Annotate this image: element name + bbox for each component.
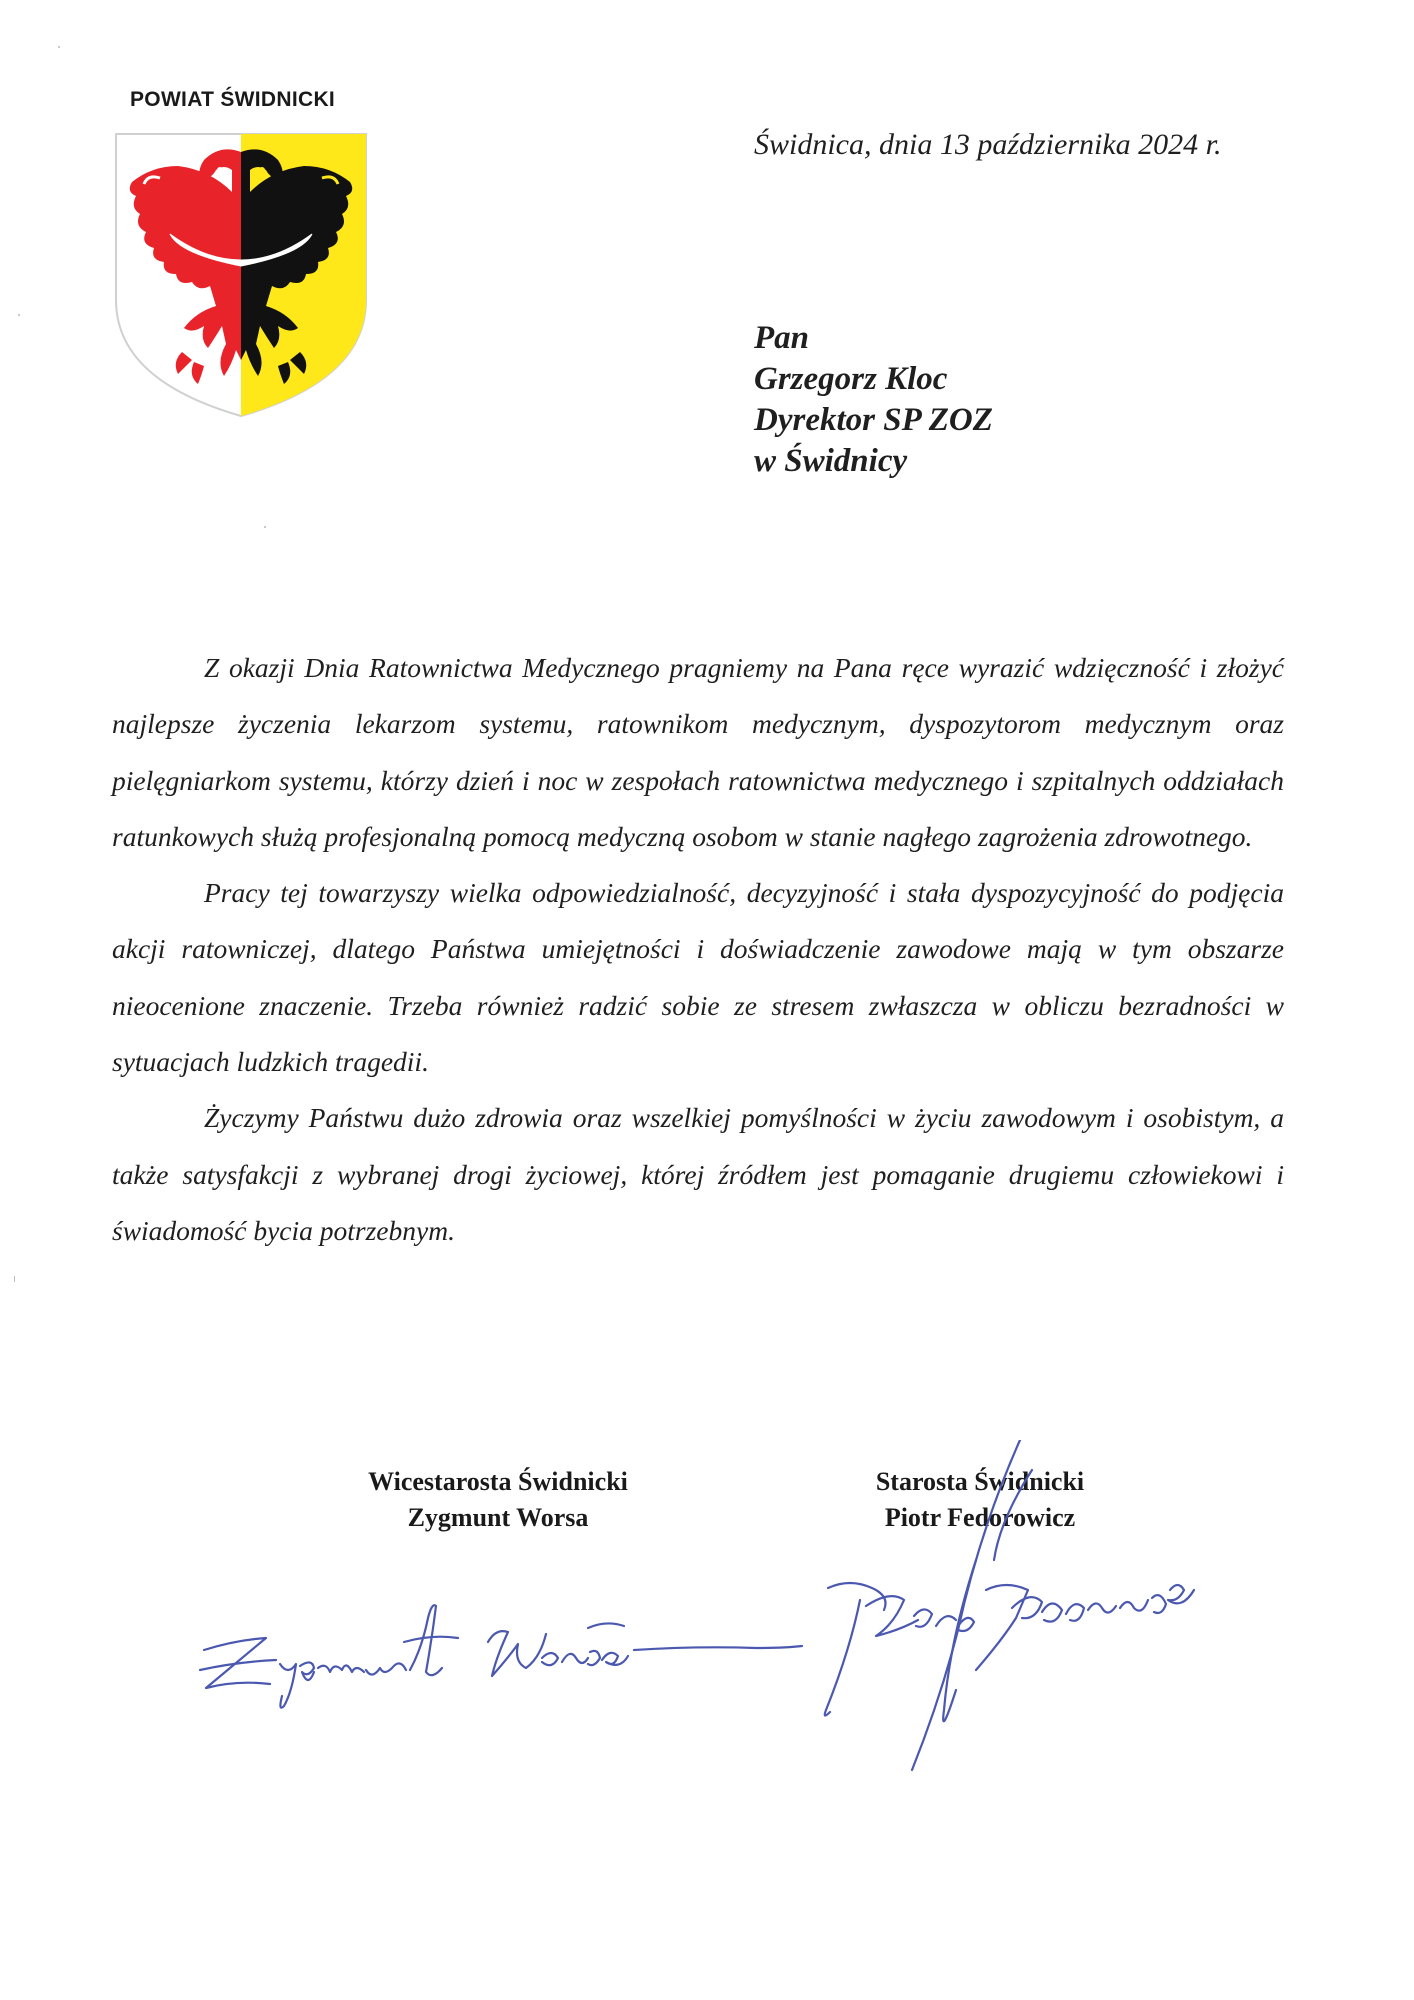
- scan-speck: [14, 1276, 15, 1282]
- organization-name: POWIAT ŚWIDNICKI: [130, 88, 336, 111]
- body-paragraph: Z okazji Dnia Ratownictwa Medycznego pragniemy na Pana ręce wyrazić wdzięczność i złożyć najlepsze życzenia lekarzom systemu, ratownikom medycznym, dyspozytorom medycznym oraz pielęgniarkom systemu, którzy dzień i noc w zespołach ratownictwa medycznego i szpitalnych oddziałach ratunkowych służą profesjonalną pomocą medyczną osobom w stanie nagłego zagrożenia zdrowotnego.: [112, 652, 1284, 852]
- recipient-name: Grzegorz Kloc: [754, 361, 948, 397]
- signatory-name: Zygmunt Worsa: [407, 1503, 589, 1532]
- scan-speck: [18, 314, 20, 316]
- signatory-title: Starosta Świdnicki: [875, 1467, 1085, 1496]
- signatory-deputy: [330, 1464, 666, 1536]
- recipient-location: w Świdnicy: [754, 443, 908, 479]
- letter-body: [112, 640, 1284, 1259]
- body-paragraph: Życzymy Państwu dużo zdrowia oraz wszelkiej pomyślności w życiu zawodowym i osobistym, a także satysfakcji z wybranej drogi życiowej, której źródłem jest pomaganie drugiemu człowiekowi i świadomość bycia potrzebnym.: [112, 1102, 1284, 1246]
- eagle-coat-of-arms-icon: [112, 130, 370, 420]
- scan-speck: [58, 46, 60, 48]
- recipient-position: Dyrektor SP ZOZ: [754, 402, 993, 438]
- signatory-title: Wicestarosta Świdnicki: [368, 1467, 628, 1496]
- signature-deputy: [196, 1588, 806, 1738]
- scan-speck: [264, 526, 266, 528]
- signatory-head: [852, 1464, 1108, 1536]
- recipient-address: [754, 318, 993, 482]
- recipient-salutation: Pan: [754, 320, 810, 356]
- body-paragraph: Pracy tej towarzyszy wielka odpowiedzialność, decyzyjność i stała dyspozycyjność do podjęcia akcji ratowniczej, dlatego Państwa umiejętności i doświadczenie zawodowe mają w tym obszarze nieocenione znaczenie. Trzeba również radzić sobie ze stresem zwłaszcza w obliczu bezradności w sytuacjach ludzkich tragedii.: [112, 877, 1284, 1078]
- place-and-date: Świdnica, dnia 13 października 2024 r.: [754, 128, 1222, 161]
- signatory-name: Piotr Fedorowicz: [884, 1503, 1076, 1532]
